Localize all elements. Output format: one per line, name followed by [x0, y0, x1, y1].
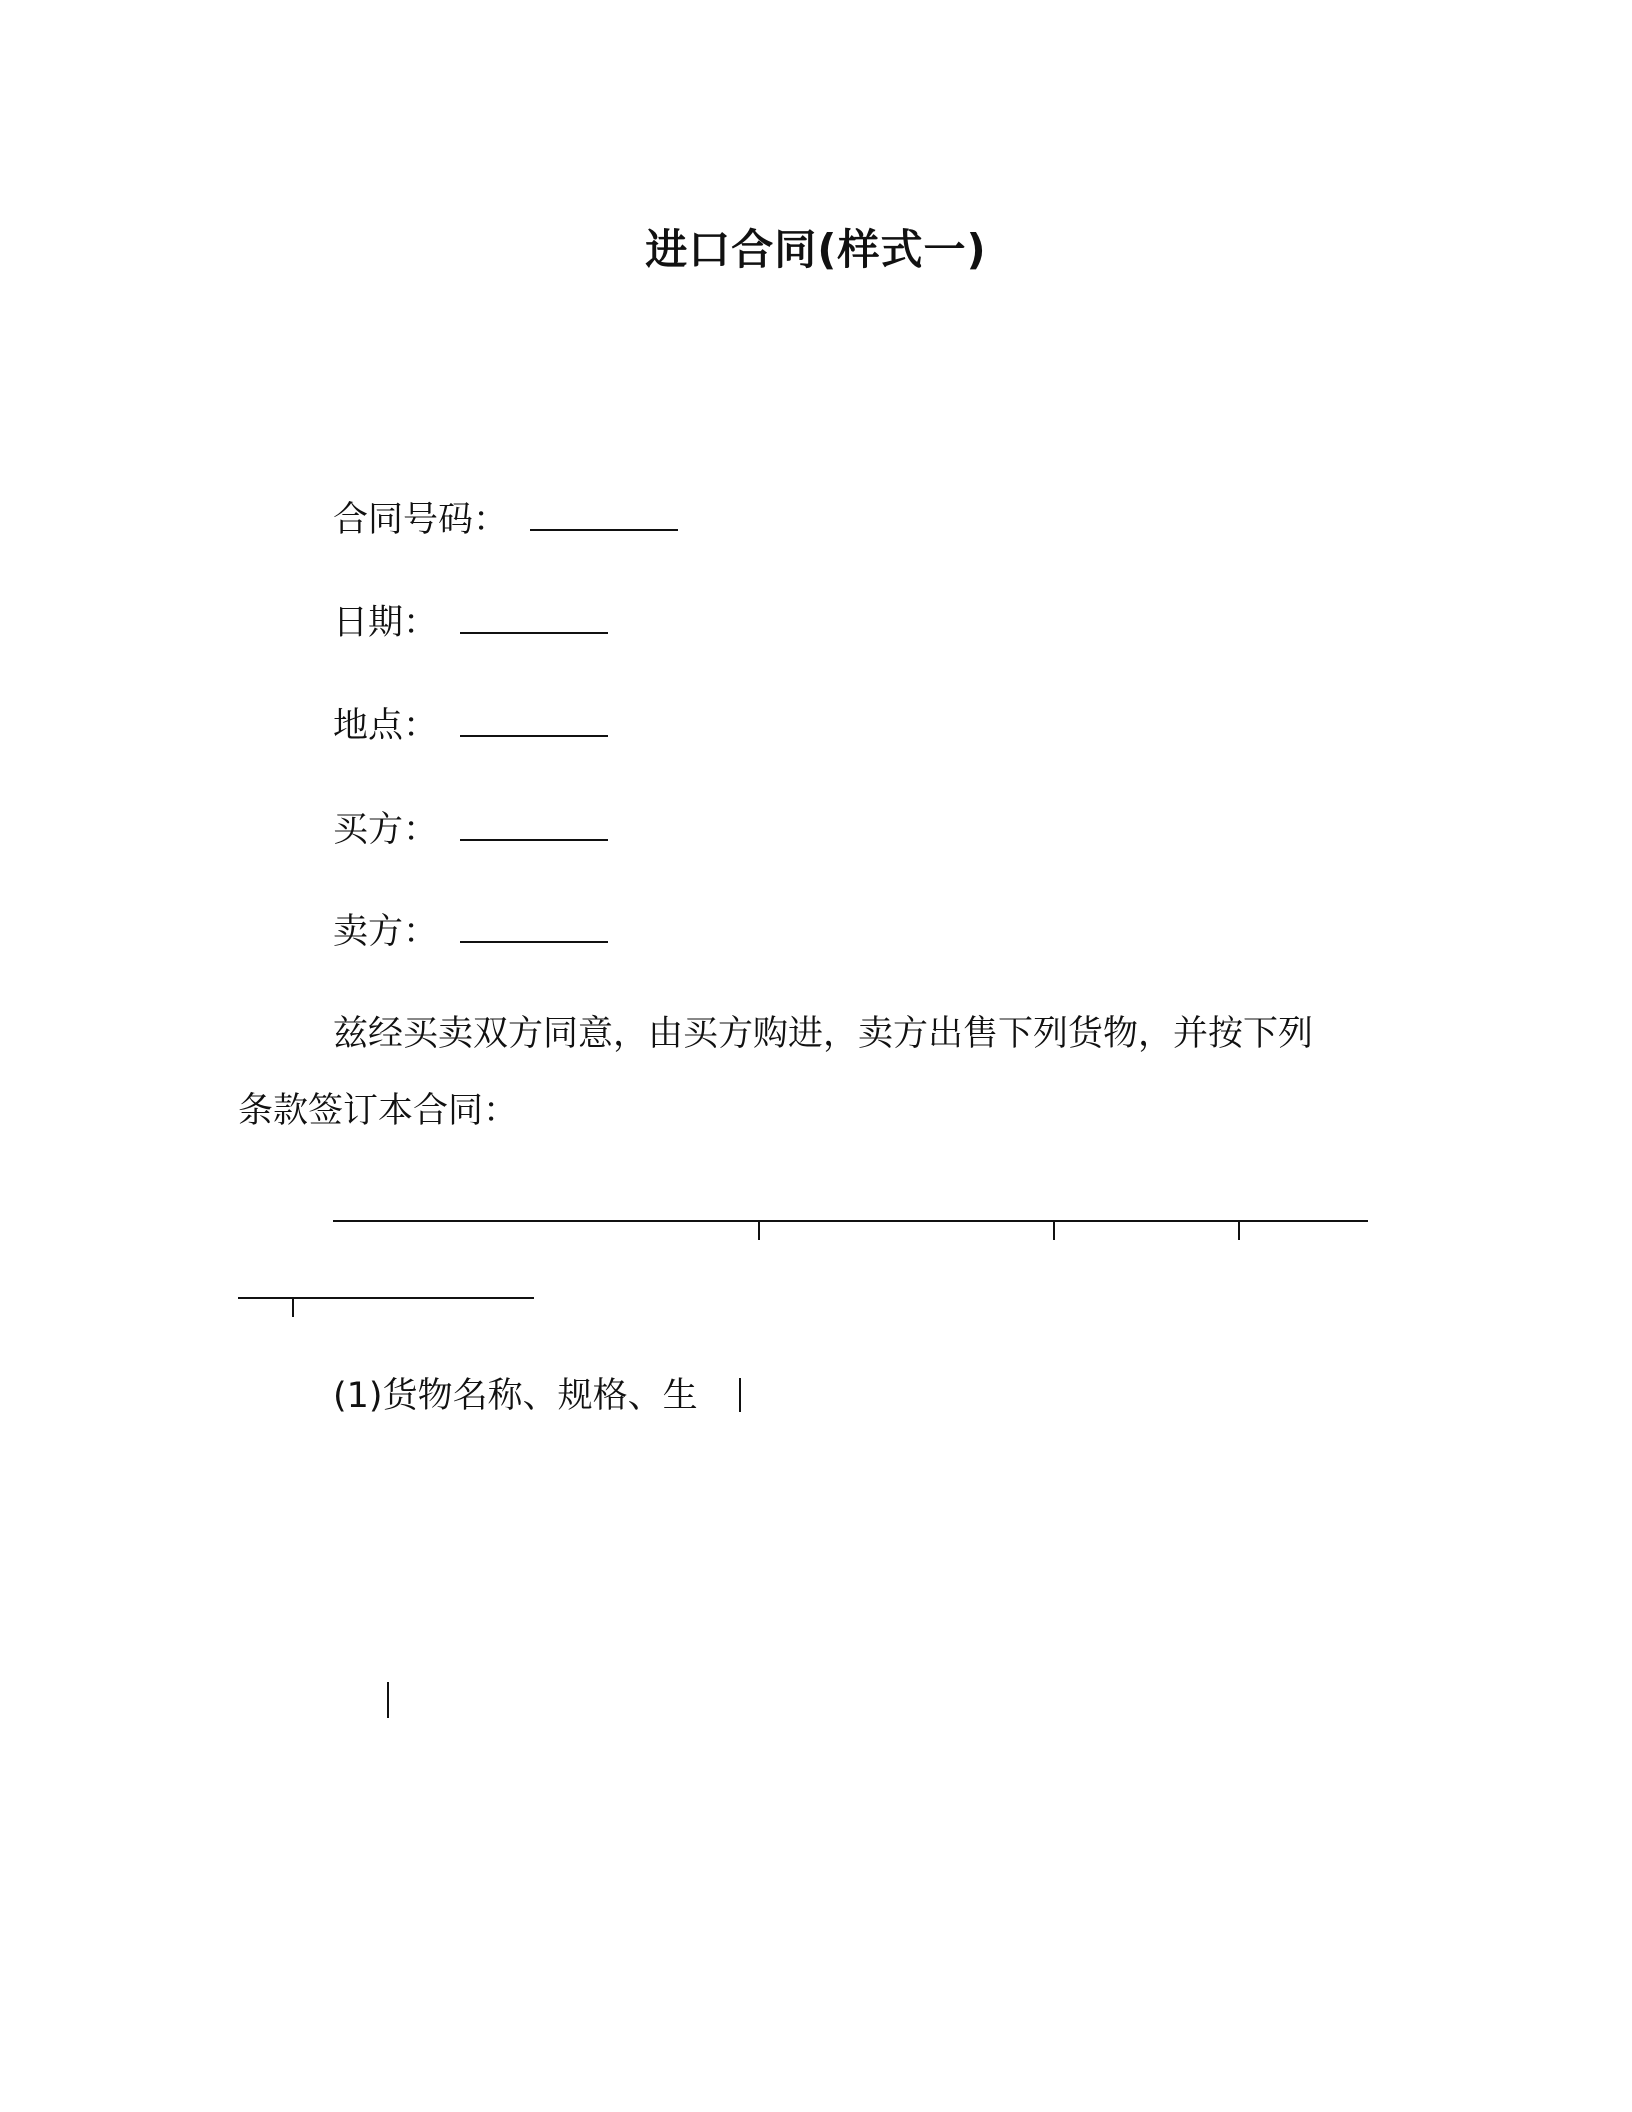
- seller-field: [333, 908, 608, 956]
- buyer-label: 买方：: [333, 810, 439, 850]
- seller-blank: [460, 911, 608, 943]
- blank-rule-line-1: [333, 1220, 1368, 1222]
- intro-paragraph-line-2: 条款签订本合同：: [238, 1091, 519, 1131]
- rule-tick: [1053, 1220, 1055, 1240]
- rule-tick: [758, 1220, 760, 1240]
- rule-tick: [292, 1297, 294, 1317]
- location-label: 地点：: [333, 706, 439, 746]
- date-blank: [460, 602, 608, 634]
- seller-label: 卖方：: [333, 912, 439, 952]
- intro-paragraph-line-1: 兹经买卖双方同意，由买方购进，卖方出售下列货物，并按下列: [333, 1014, 1314, 1054]
- blank-rule-line-2: [238, 1297, 534, 1299]
- contract-number-blank: [530, 499, 678, 531]
- location-blank: [460, 705, 608, 737]
- buyer-field: [333, 806, 608, 854]
- buyer-blank: [460, 809, 608, 841]
- contract-number-label: 合同号码：: [333, 500, 509, 540]
- clause-1-text: (1)货物名称、规格、生: [333, 1376, 698, 1416]
- text-cursor-mark: [387, 1682, 389, 1718]
- document-title: 进口合同(样式一): [645, 225, 987, 274]
- rule-tick: [1238, 1220, 1240, 1240]
- contract-number-field: [333, 496, 678, 544]
- date-field: [333, 599, 608, 647]
- text-cursor-mark: [739, 1378, 741, 1412]
- date-label: 日期：: [333, 603, 439, 643]
- location-field: [333, 702, 608, 750]
